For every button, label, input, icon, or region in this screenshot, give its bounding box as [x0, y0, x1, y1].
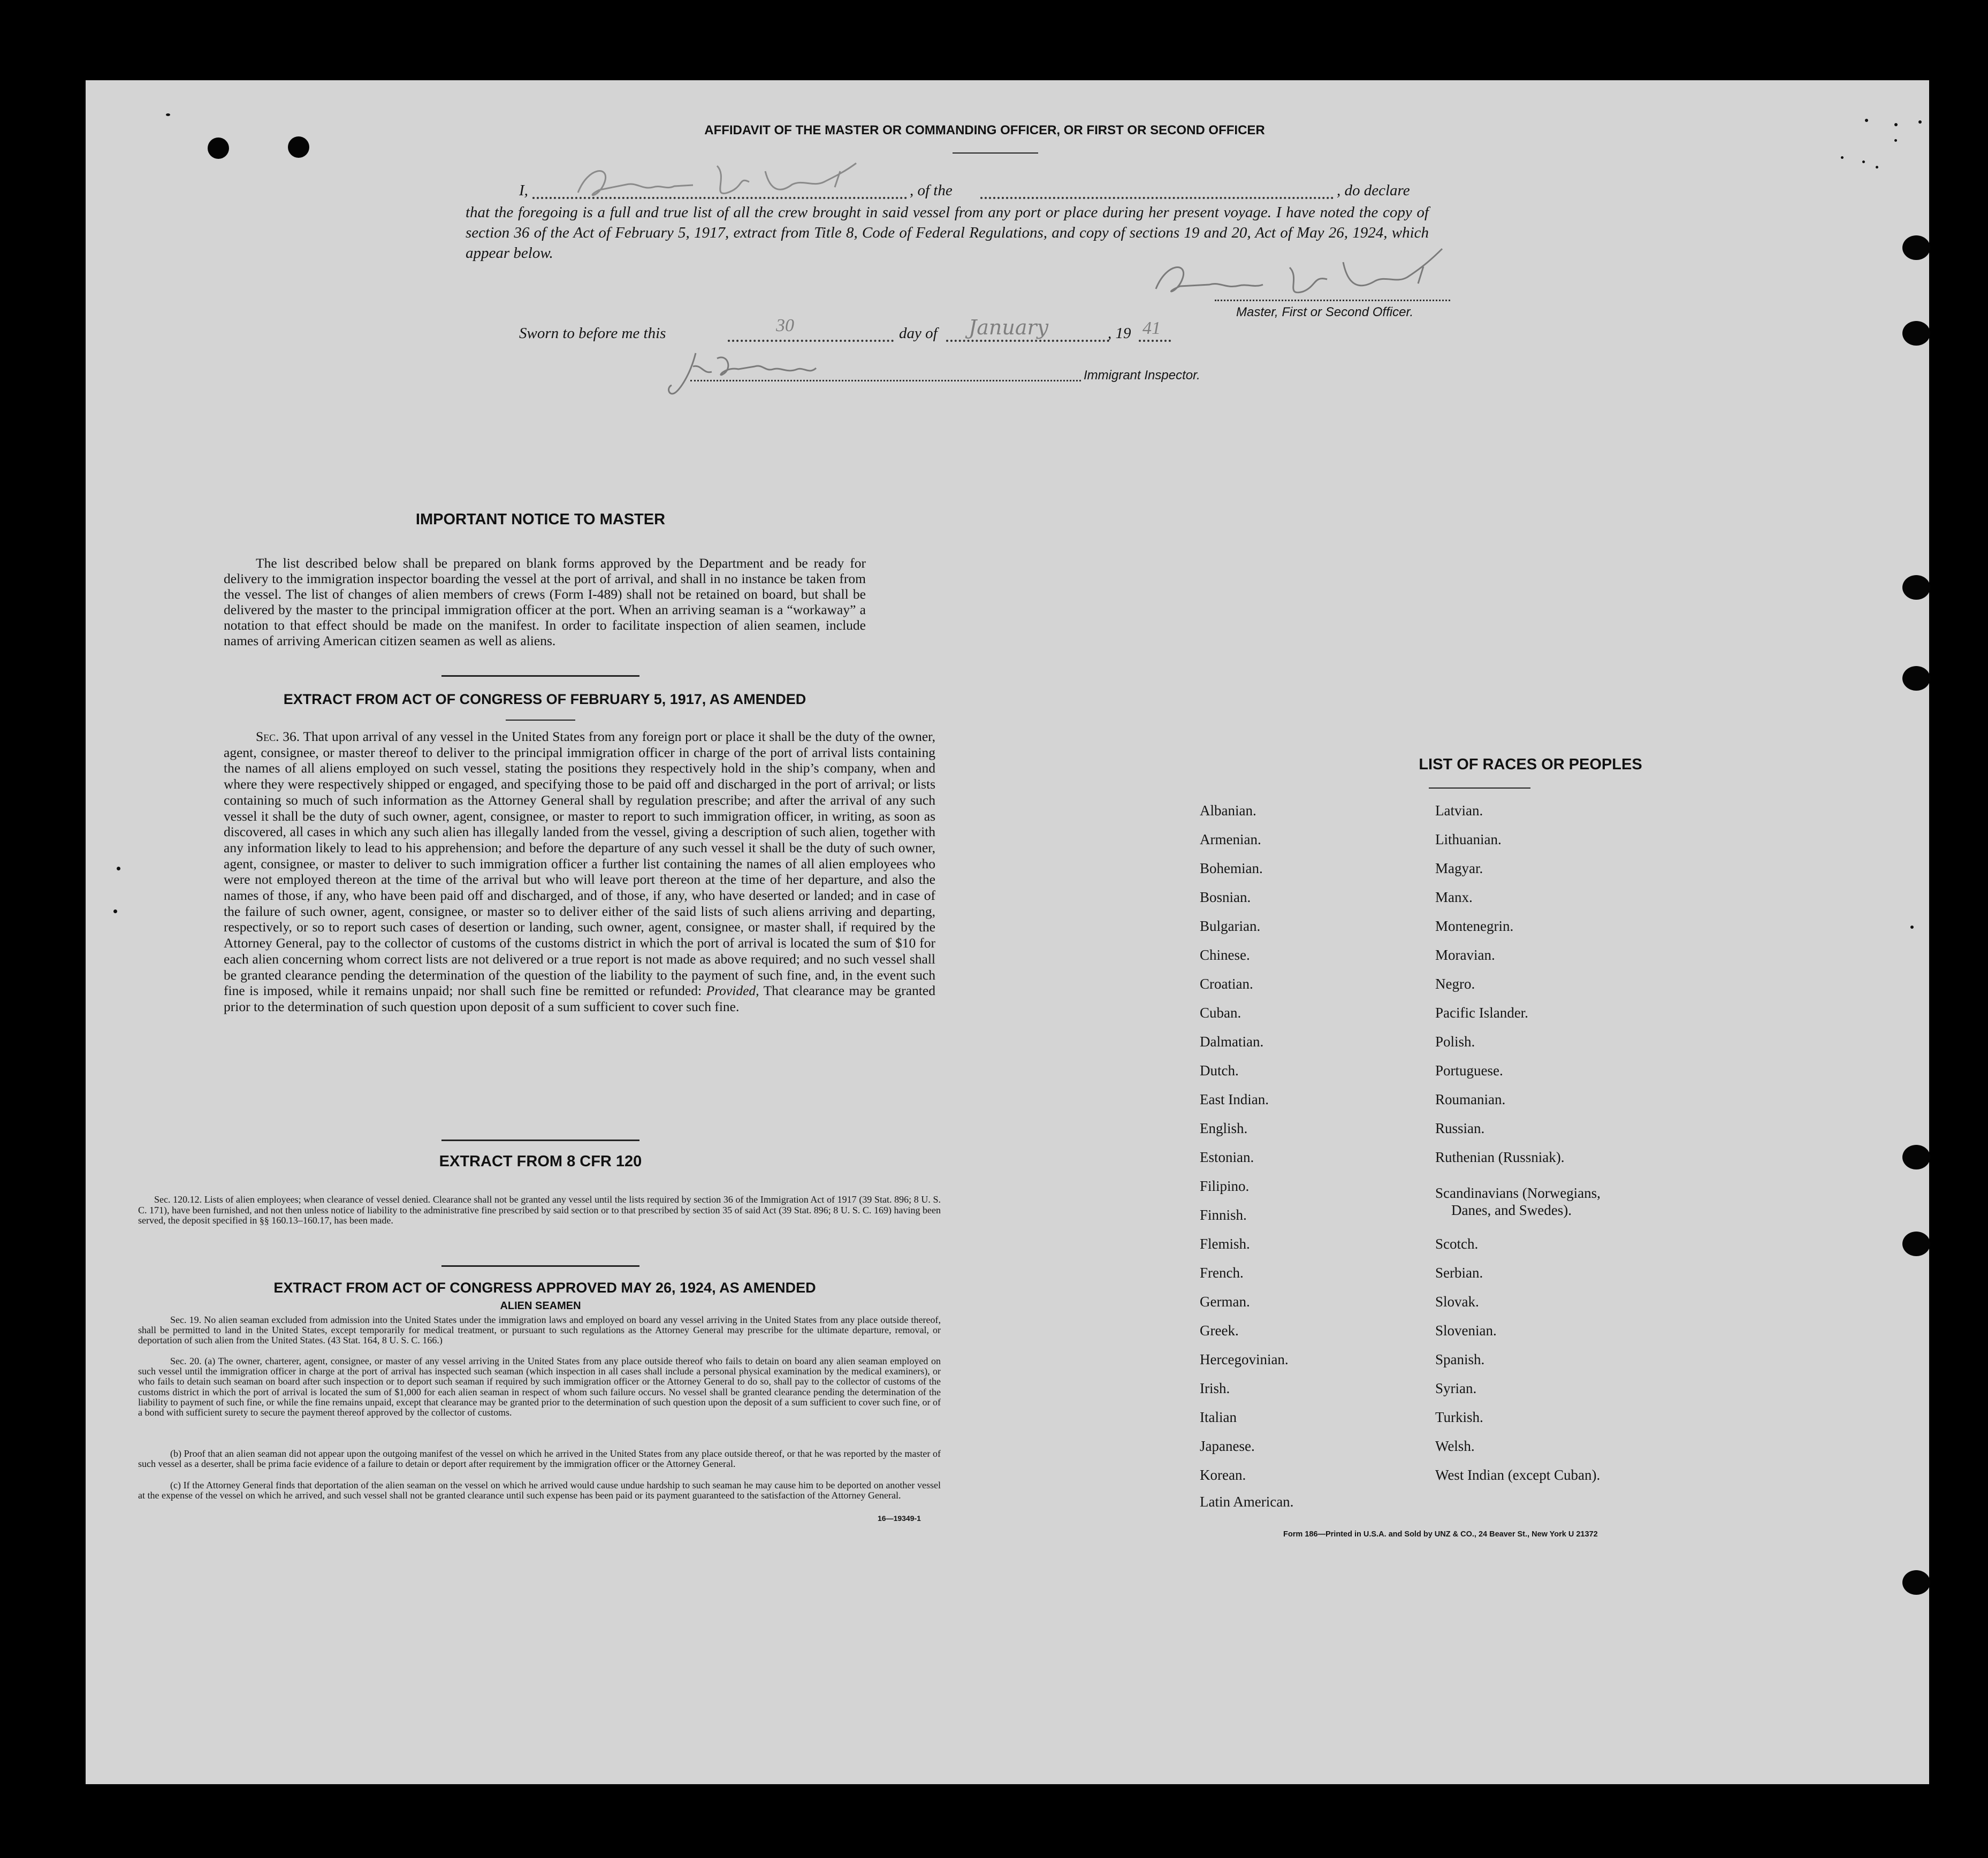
race-item: West Indian (except Cuban).: [1435, 1467, 1601, 1483]
vessel-of-label: , of the: [910, 182, 953, 199]
declarant-prefix: I,: [519, 182, 528, 199]
races-heading: LIST OF RACES OR PEOPLES: [1419, 756, 1642, 773]
race-item: Italian: [1200, 1409, 1237, 1425]
sworn-year-line: [1139, 340, 1171, 342]
printer-footer: Form 186—Printed in U.S.A. and Sold by UNZ & CO., 24 Beaver St., New York U 21372: [1283, 1530, 1598, 1539]
race-item: Chinese.: [1200, 947, 1250, 963]
section-divider: [441, 1140, 639, 1141]
punch-hole: [1902, 1570, 1930, 1595]
declarant-signature: [567, 160, 867, 206]
inspector-caption: Immigrant Inspector.: [1084, 368, 1200, 383]
race-item: Portuguese.: [1435, 1062, 1503, 1079]
race-item: Ruthenian (Russniak).: [1435, 1149, 1565, 1165]
extract-1924-heading: EXTRACT FROM ACT OF CONGRESS APPROVED MAY 26, 1924, AS AMENDED: [273, 1280, 816, 1296]
race-item: Japanese.: [1200, 1438, 1255, 1454]
sec-20b-body: (b) Proof that an alien seaman did not appear upon the outgoing manifest of the vessel on which he arrived in the United States from any place outside thereof, or that he was reported by the master of such vessel as a deserter, shall be prima facie evidence of a failure to detain or deport after requirement by the immigration officer or the Attorney General.: [138, 1448, 941, 1470]
sec-19-body: Sec. 19. No alien seaman excluded from admission into the United States under the immigration laws and employed on board any vessel arriving in the United States from any place outside thereof, shall be permitted to land in the United States, except temporarily for medical treatment, or pursuant to such regulations as the Attorney General may prescribe for the ultimate departure, removal, or deportation of such alien from the United States. (43 Stat. 164, 8 U. S. C. 166.): [138, 1314, 941, 1346]
sworn-year-value: 41: [1142, 318, 1161, 338]
race-item: Roumanian.: [1435, 1091, 1506, 1107]
master-signature-line: [1215, 300, 1450, 301]
punch-hole: [1902, 575, 1930, 600]
sworn-day-line: [728, 340, 894, 342]
race-item: Magyar.: [1435, 860, 1483, 876]
extract-cfr-body: Sec. 120.12. Lists of alien employees; when clearance of vessel denied. Clearance shall not be granted any vessel until the lists required by section 36 of the Immigration Act of 1917 (39 Stat. 896; 8 U. S. C. 171), have been furnished, and not then unless notice of liability to the administrative fine prescribed by said section or to that prescribed by section 35 of said Act (39 Stat. 896; 8 U. S. C. 169) having been served, the deposit specified in §§ 160.13–160.17, has been made.: [138, 1194, 941, 1226]
sworn-prefix: Sworn to before me this: [519, 325, 666, 342]
sworn-day-value: 30: [776, 316, 794, 335]
master-signature: [1151, 246, 1450, 308]
punch-hole: [288, 136, 309, 158]
extract-1917-body: [224, 729, 935, 1015]
heading-rule: [953, 152, 1038, 154]
race-item: Filipino.: [1200, 1178, 1250, 1194]
speck: [117, 867, 120, 870]
punch-hole: [208, 137, 229, 159]
speck: [1841, 156, 1844, 159]
speck: [1910, 926, 1914, 929]
race-item: Flemish.: [1200, 1236, 1250, 1252]
vessel-name-line: [980, 197, 1334, 199]
race-item: Manx.: [1435, 889, 1473, 905]
race-item: Lithuanian.: [1435, 831, 1502, 847]
race-item: East Indian.: [1200, 1091, 1269, 1107]
race-item: Bosnian.: [1200, 889, 1251, 905]
race-item: Pacific Islander.: [1435, 1005, 1528, 1021]
race-item: Hercegovinian.: [1200, 1351, 1289, 1367]
race-item: Polish.: [1435, 1034, 1475, 1050]
inspector-signature: [664, 342, 824, 404]
race-item: Finnish.: [1200, 1207, 1247, 1223]
race-item: Estonian.: [1200, 1149, 1254, 1165]
race-item: Montenegrin.: [1435, 918, 1514, 934]
sec-36-proviso: That clearance may be granted prior to the determination of such question upon deposit of a sum sufficient to cover such fine.: [224, 983, 935, 1014]
race-item: Spanish.: [1435, 1351, 1485, 1367]
race-item: Scotch.: [1435, 1236, 1479, 1252]
race-item: Turkish.: [1435, 1409, 1483, 1425]
race-item: French.: [1200, 1265, 1244, 1281]
punch-hole: [1902, 1232, 1930, 1256]
race-item: Russian.: [1435, 1120, 1485, 1136]
races-heading-rule: [1429, 787, 1530, 789]
race-item: Slovak.: [1435, 1294, 1479, 1310]
notice-heading: IMPORTANT NOTICE TO MASTER: [415, 511, 666, 528]
race-item: Greek.: [1200, 1322, 1239, 1339]
sec-20a-body: Sec. 20. (a) The owner, charterer, agent, consignee, or master of any vessel arriving in the United States from any place outside thereof who fails to detain on board any alien seaman employed on such vessel until the immigration officer in charge at the port of arrival has inspected such seaman (which inspection in all cases shall include a personal physical examination by the medical examiners), or who fails to detain such seaman on board after such inspection or to deport such seaman if required by such immigration officer or the Attorney General to do so, shall pay to the collector of customs of the customs district in which the port of arrival is located the sum of $1,000 for each alien seaman in respect of whom such failure occurs. No vessel shall be granted clearance pending the determination of the liability to payment of such fine, or while the fine remains unpaid, except that clearance may be granted prior to the determination of such question upon the deposit of a sum sufficient to cover such fine, or of a bond with sufficient surety to secure the payment thereof approved by the collector of customs.: [138, 1356, 941, 1418]
master-caption: Master, First or Second Officer.: [1236, 305, 1414, 319]
section-divider: [441, 1265, 639, 1267]
race-item: Moravian.: [1435, 947, 1495, 963]
notice-body: The list described below shall be prepared on blank forms approved by the Department and be ready for delivery to the immigration inspector boarding the vessel at the port of arrival, and shall in no instance be taken from the vessel. The list of changes of alien members of crews (Form I-489) shall not be retained on board, but shall be delivered by the master to the principal immigration officer at the port. When an arriving seaman is a “workaway” a notation to that effect should be made on the manifest. In order to facilitate inspection of alien seamen, include names of arriving American citizen seamen as well as aliens.: [224, 555, 866, 648]
manifest-sheet: [86, 80, 1929, 1784]
race-item: Irish.: [1200, 1380, 1230, 1396]
extract-cfr-heading: EXTRACT FROM 8 CFR 120: [439, 1153, 642, 1170]
sworn-month-value: January: [969, 316, 1049, 339]
speck: [1876, 166, 1878, 169]
race-item: Slovenian.: [1435, 1322, 1497, 1339]
section-divider: [506, 720, 575, 721]
affidavit-heading: AFFIDAVIT OF THE MASTER OR COMMANDING OFFICER, OR FIRST OR SECOND OFFICER: [704, 123, 1265, 137]
speck: [1894, 123, 1898, 126]
race-item: Welsh.: [1435, 1438, 1475, 1454]
race-item: Croatian.: [1200, 976, 1253, 992]
race-item: Armenian.: [1200, 831, 1261, 847]
speck: [1865, 119, 1868, 122]
race-item: Latvian.: [1435, 802, 1483, 819]
sec-36-label: Sec. 36.: [256, 729, 300, 744]
race-item: English.: [1200, 1120, 1248, 1136]
race-item: Bulgarian.: [1200, 918, 1261, 934]
race-item: Scandinavians (Norwegians,: [1435, 1185, 1601, 1201]
extract-1917-heading: EXTRACT FROM ACT OF CONGRESS OF FEBRUARY 5, 1917, AS AMENDED: [283, 691, 806, 707]
race-item: Korean.: [1200, 1467, 1246, 1483]
speck: [1894, 139, 1897, 142]
speck: [113, 909, 117, 913]
punch-hole: [1902, 321, 1930, 346]
race-item: Cuban.: [1200, 1005, 1241, 1021]
race-item: Albanian.: [1200, 802, 1256, 819]
affidavit-body: that the foregoing is a full and true list of all the crew brought in said vessel from any port or place during her present voyage. I have noted the copy of section 36 of the Act of February 5, 1917, extract from Title 8, Code of Federal Regulations, and copy of sections 19 and 20, Act of May 26, 1924, which appear below.: [466, 204, 1429, 262]
section-divider: [441, 675, 639, 677]
race-item: Latin American.: [1200, 1494, 1294, 1510]
race-item: Bohemian.: [1200, 860, 1263, 876]
punch-hole: [1902, 235, 1930, 260]
race-item: Danes, and Swedes).: [1451, 1202, 1572, 1218]
race-item: Dutch.: [1200, 1062, 1239, 1079]
punch-hole: [1902, 666, 1930, 691]
race-item: Syrian.: [1435, 1380, 1477, 1396]
race-item: Dalmatian.: [1200, 1034, 1264, 1050]
sec-20c-body: (c) If the Attorney General finds that deportation of the alien seaman on the vessel on which he arrived would cause undue hardship to such seaman he may cause him to be deported on another vessel at the expense of the vessel on which he arrived, and such vessel shall not be granted clearance until such expense has been paid or its payment guaranteed to the satisfaction of the Attorney General.: [138, 1480, 941, 1501]
speck: [166, 113, 170, 116]
speck: [1862, 160, 1865, 163]
inspector-signature-line: [690, 380, 1081, 381]
race-item: German.: [1200, 1294, 1250, 1310]
punch-hole: [1902, 1145, 1930, 1169]
sec-36-text: That upon arrival of any vessel in the United States from any foreign port or place it shall be the duty of the owner, agent, consignee, or master thereof to deliver to the principal immigration officer in charge of the port of arrival lists containing the names of all aliens employed on such vessel, stating the positions they respectively hold in the ship’s company, when and where they were respectively shipped or engaged, and specifying those to be paid off and discharged in the port of arrival; or lists containing so much of such information as the Attorney General shall by regulation prescribe; and after the arrival of any such vessel it shall be the duty of such owner, agent, consignee, or master to report to such immigration officer, in writing, as soon as discovered, all cases in which any such alien has illegally landed from the vessel, giving a description of such alien, together with any information likely to lead to his apprehension; and before the departure of any such vessel it shall be the duty of such owner, agent, consignee, or master to deliver to such immigration officer a further list containing the names of all alien employees who were not employed thereon at the time of the arrival but who will leave port thereon at the time of her departure, and also the names of those, if any, who have been paid off and discharged, and of those, if any, who have deserted or landed; and in case of the failure of such owner, agent, consignee, or master so to deliver either of the said lists of such aliens arriving and departing, respectively, or so to report such cases of desertion or landing, such owner, agent, consignee, or master shall, if required by the Attorney General, pay to the collector of customs of the customs district in which the port of arrival is located the sum of $10 for each alien concerning whom correct lists are not delivered or a true report is not made as above required; and no such vessel shall be granted clearance pending the determination of the question of the liability to the payment of such fine, and, in the event such fine is imposed, while it remains unpaid; nor shall such fine be remitted or refunded:: [224, 729, 936, 999]
provided-word: Provided,: [706, 983, 759, 999]
sworn-year-prefix-text: , 19: [1108, 325, 1131, 342]
declare-label: , do declare: [1337, 182, 1410, 199]
sworn-day-word: day of: [899, 325, 938, 342]
speck: [1918, 120, 1922, 124]
form-number: 16—19349-1: [878, 1514, 921, 1523]
race-item: Serbian.: [1435, 1265, 1483, 1281]
sworn-month-line: [946, 340, 1109, 342]
race-item: Negro.: [1435, 976, 1475, 992]
alien-seamen-subheading: ALIEN SEAMEN: [500, 1300, 581, 1312]
